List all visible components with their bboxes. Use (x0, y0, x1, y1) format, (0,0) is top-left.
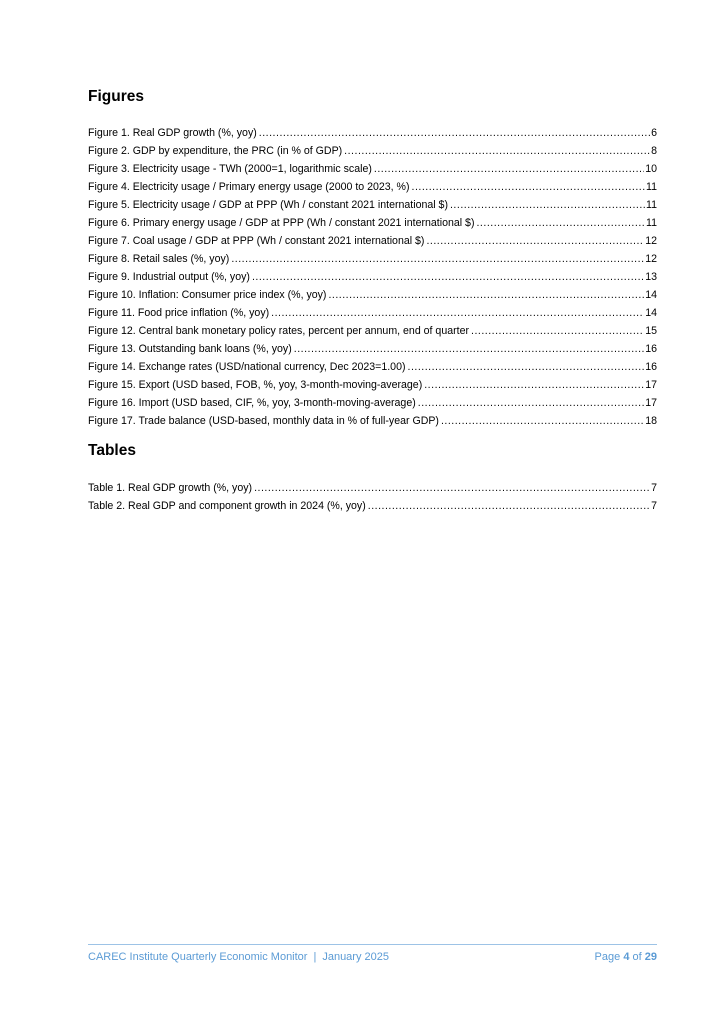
figure-entry-page-number: 14 (645, 289, 657, 301)
figure-entry-page-number: 12 (645, 235, 657, 247)
figure-entry-page-number: 11 (646, 199, 657, 211)
dot-leader (271, 304, 644, 322)
figure-entry-title: Figure 4. Electricity usage / Primary energy usage (2000 to 2023, %) (88, 181, 410, 193)
dot-leader (254, 479, 650, 497)
table-entry-title: Table 1. Real GDP growth (%, yoy) (88, 482, 253, 494)
table-entry-title: Table 2. Real GDP and component growth in 2024 (%, yoy) (88, 500, 366, 512)
figure-entry-title: Figure 3. Electricity usage - TWh (2000=1, logarithmic scale) (88, 163, 372, 175)
figure-entry[interactable] (88, 376, 657, 394)
figure-entry-title: Figure 2. GDP by expenditure, the PRC (in % of GDP) (88, 145, 343, 157)
figure-entry-title: Figure 16. Import (USD based, CIF, %, yoy, 3-month-moving-average) (88, 397, 416, 409)
figure-entry[interactable] (88, 160, 657, 178)
dot-leader (418, 394, 644, 412)
table-entry[interactable] (88, 497, 657, 515)
footer-page-total: 29 (644, 951, 657, 963)
figure-entry-page-number: 16 (645, 361, 657, 373)
dot-leader (450, 196, 645, 214)
figures-list (88, 124, 657, 430)
page-footer (88, 949, 657, 965)
figure-entry-title: Figure 15. Export (USD based, FOB, %, yoy, 3-month-moving-average) (88, 379, 423, 391)
figure-entry-title: Figure 8. Retail sales (%, yoy) (88, 253, 230, 265)
figure-entry-title: Figure 1. Real GDP growth (%, yoy) (88, 127, 257, 139)
figure-entry-title: Figure 9. Industrial output (%, yoy) (88, 271, 250, 283)
dot-leader (476, 214, 645, 232)
figure-entry-page-number: 17 (645, 379, 657, 391)
figure-entry[interactable] (88, 178, 657, 196)
figure-entry[interactable] (88, 232, 657, 250)
figure-entry-page-number: 13 (645, 271, 657, 283)
dot-leader (344, 142, 650, 160)
dot-leader (231, 250, 644, 268)
footer-divider (88, 944, 657, 945)
figure-entry-page-number: 18 (645, 415, 657, 427)
figure-entry-title: Figure 6. Primary energy usage / GDP at PPP (Wh / constant 2021 international $) (88, 217, 475, 229)
figure-entry[interactable] (88, 304, 657, 322)
figure-entry-page-number: 11 (646, 181, 657, 193)
figure-entry-page-number: 8 (651, 145, 657, 157)
dot-leader (328, 286, 644, 304)
dot-leader (252, 268, 644, 286)
table-entry-page-number: 7 (651, 482, 657, 494)
footer-page-current: 4 (623, 951, 630, 963)
dot-leader (259, 124, 650, 142)
figure-entry-page-number: 6 (651, 127, 657, 139)
dot-leader (426, 232, 644, 250)
figure-entry-title: Figure 7. Coal usage / GDP at PPP (Wh / constant 2021 international $) (88, 235, 425, 247)
figure-entry[interactable] (88, 214, 657, 232)
figure-entry-page-number: 10 (645, 163, 657, 175)
figure-entry-page-number: 12 (645, 253, 657, 265)
figure-entry-page-number: 15 (645, 325, 657, 337)
figure-entry-page-number: 14 (645, 307, 657, 319)
footer-page-of: of (632, 951, 642, 963)
figure-entry-page-number: 16 (645, 343, 657, 355)
footer-publication-name: CAREC Institute Quarterly Economic Monitor (88, 951, 308, 963)
tables-list (88, 479, 657, 515)
dot-leader (471, 322, 644, 340)
dot-leader (441, 412, 644, 430)
dot-leader (424, 376, 644, 394)
dot-leader (368, 497, 650, 515)
footer-publication-info (88, 949, 389, 965)
footer-page-word: Page (594, 951, 621, 963)
figure-entry-title: Figure 13. Outstanding bank loans (%, yoy) (88, 343, 292, 355)
figure-entry[interactable] (88, 124, 657, 142)
footer-date: January 2025 (322, 951, 389, 963)
figure-entry-page-number: 11 (646, 217, 657, 229)
figure-entry-title: Figure 5. Electricity usage / GDP at PPP (Wh / constant 2021 international $) (88, 199, 448, 211)
figure-entry-title: Figure 11. Food price inflation (%, yoy) (88, 307, 270, 319)
figure-entry[interactable] (88, 286, 657, 304)
figure-entry-title: Figure 12. Central bank monetary policy rates, percent per annum, end of quarter (88, 325, 469, 337)
figure-entry[interactable] (88, 340, 657, 358)
footer-page-number (595, 949, 657, 965)
figure-entry-title: Figure 14. Exchange rates (USD/national currency, Dec 2023=1.00) (88, 361, 406, 373)
figure-entry[interactable] (88, 196, 657, 214)
table-entry[interactable] (88, 479, 657, 497)
dot-leader (412, 178, 645, 196)
dot-leader (374, 160, 644, 178)
figure-entry[interactable] (88, 412, 657, 430)
figure-entry-title: Figure 10. Inflation: Consumer price index (%, yoy) (88, 289, 327, 301)
table-entry-page-number: 7 (651, 500, 657, 512)
dot-leader (294, 340, 644, 358)
footer-separator: | (313, 951, 317, 963)
figure-entry[interactable] (88, 358, 657, 376)
figure-entry[interactable] (88, 142, 657, 160)
figure-entry[interactable] (88, 322, 657, 340)
figures-heading: Figures (88, 88, 144, 105)
figure-entry-page-number: 17 (645, 397, 657, 409)
figure-entry[interactable] (88, 250, 657, 268)
figure-entry[interactable] (88, 268, 657, 286)
tables-heading: Tables (88, 442, 136, 459)
dot-leader (408, 358, 645, 376)
figure-entry-title: Figure 17. Trade balance (USD-based, monthly data in % of full-year GDP) (88, 415, 439, 427)
figure-entry[interactable] (88, 394, 657, 412)
